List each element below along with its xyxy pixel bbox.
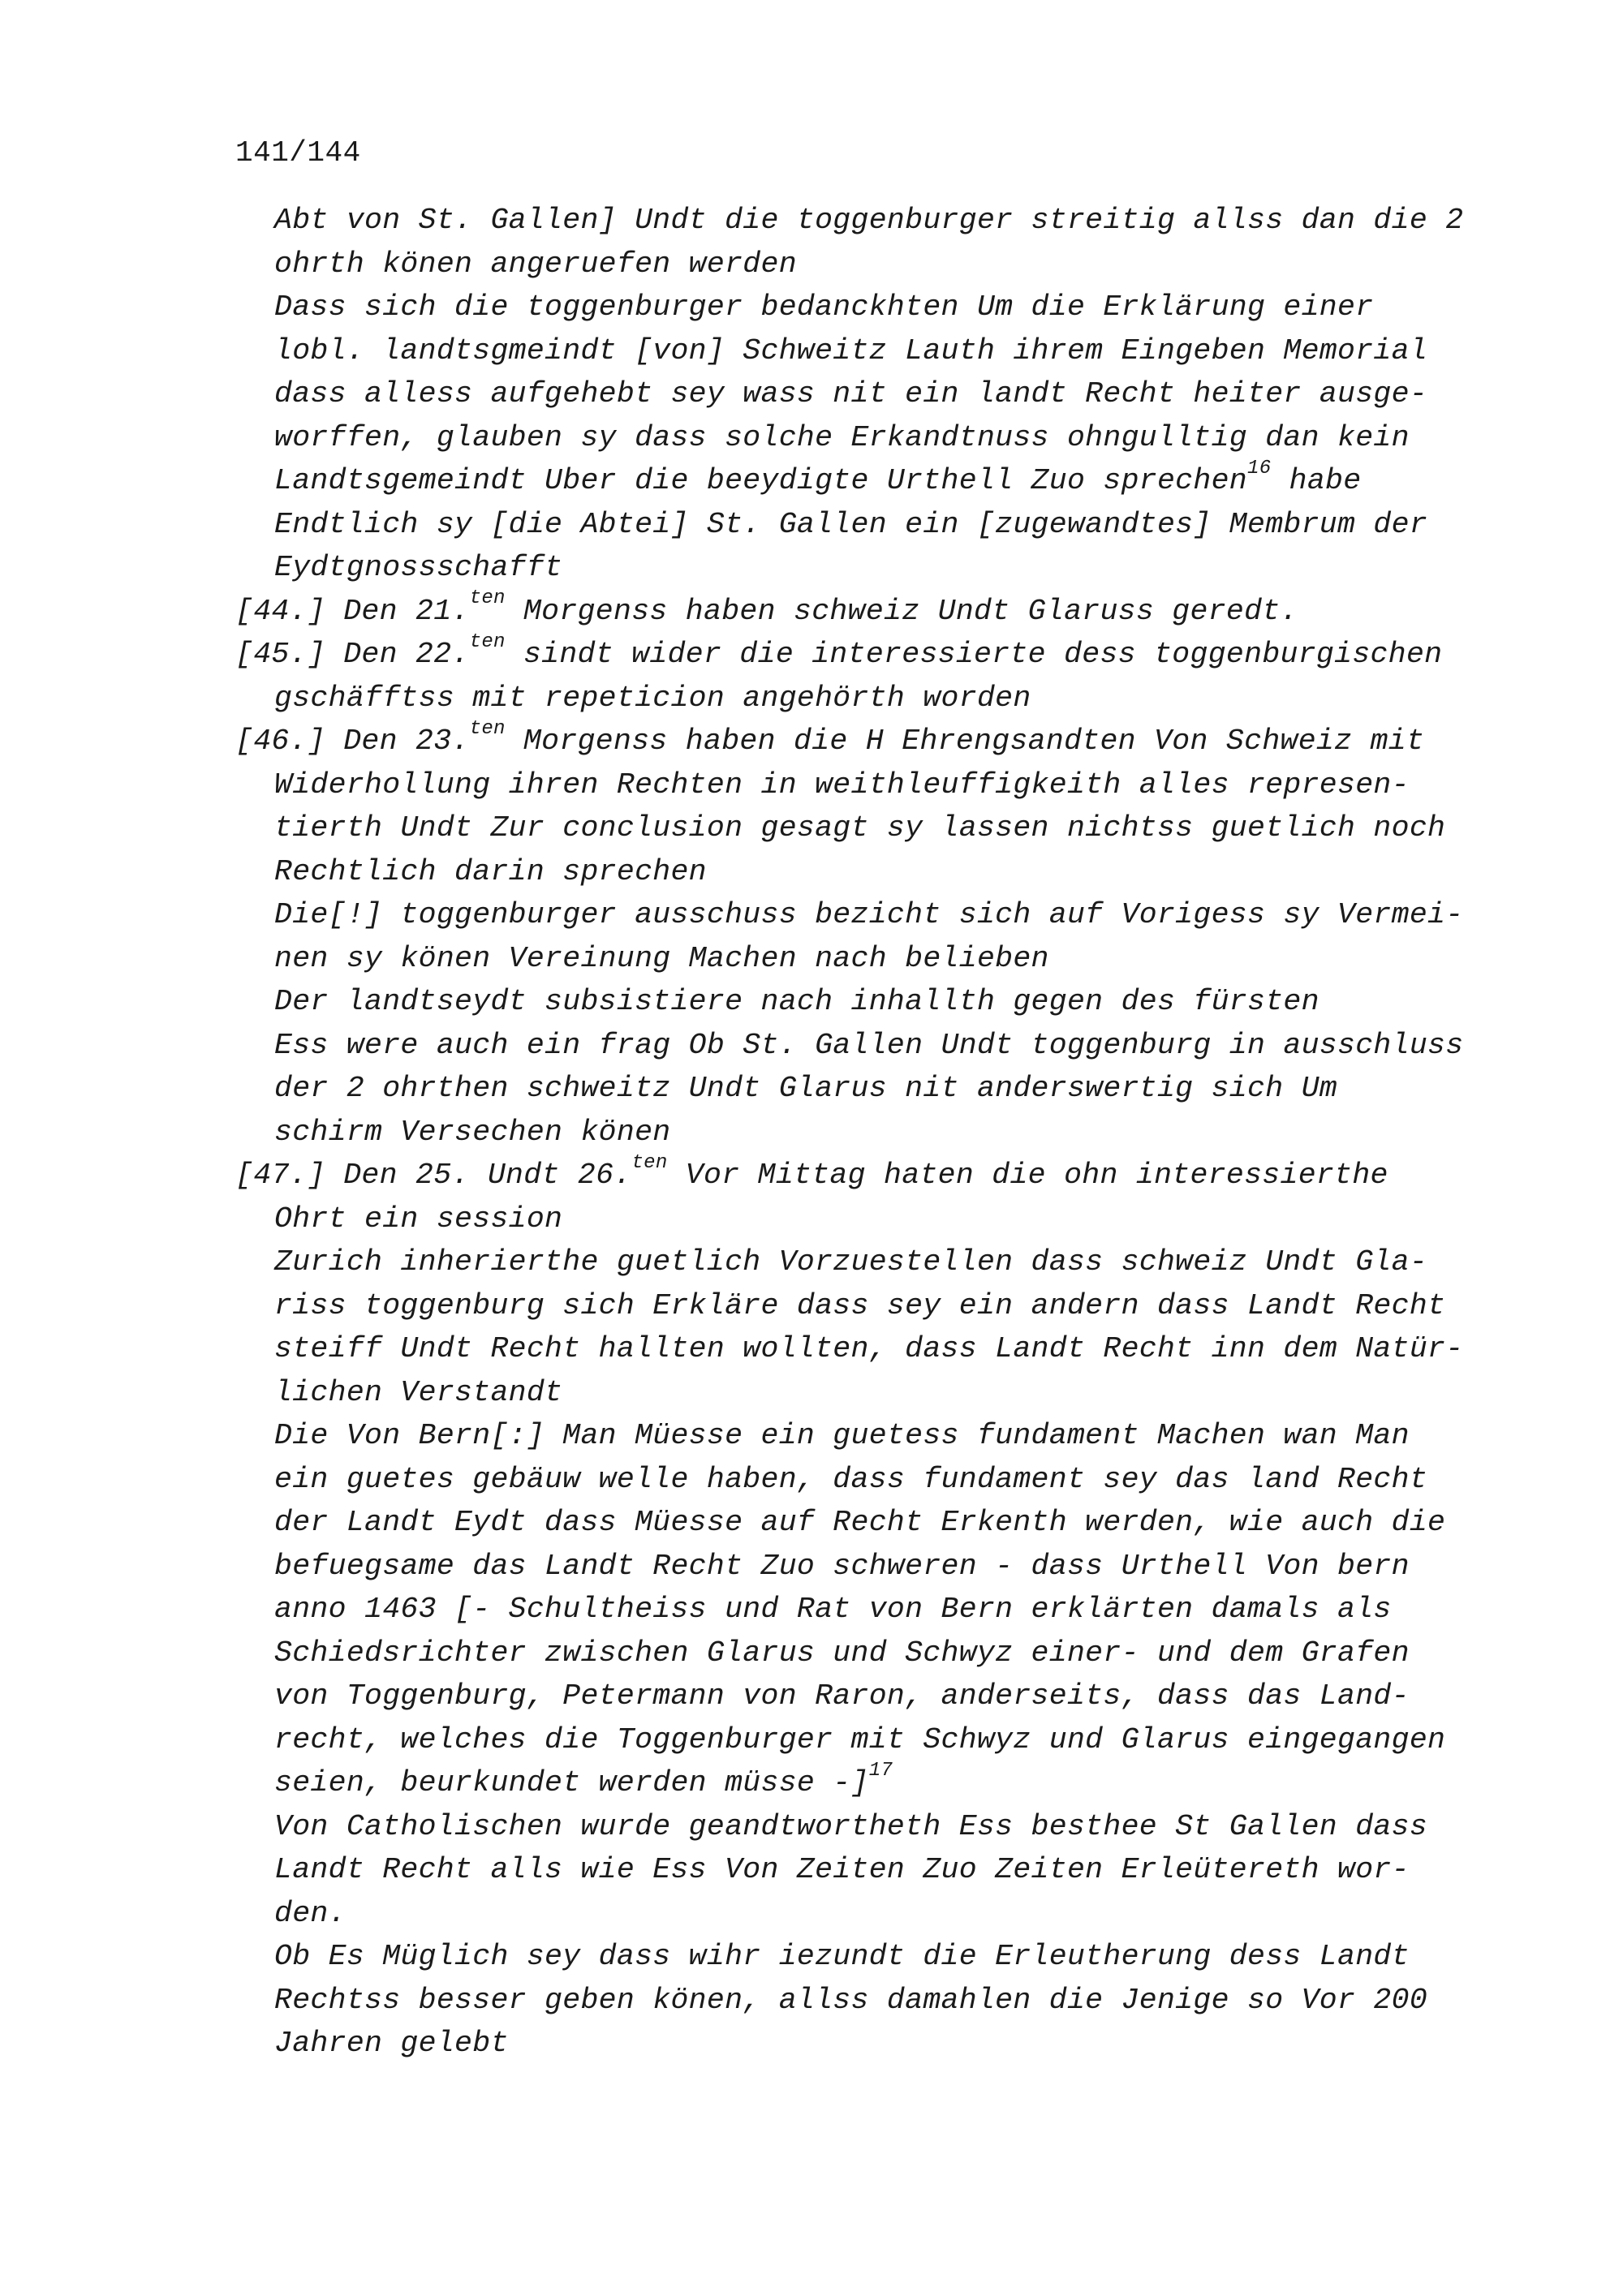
text-line xyxy=(235,1501,1493,1545)
text-line xyxy=(235,416,1493,460)
text-line xyxy=(235,1414,1493,1458)
text-line xyxy=(235,2022,1493,2066)
text-line xyxy=(235,630,1493,677)
line-text: anno 1463 [- Schultheiss und Rat von Bern erklärten damals als xyxy=(274,1593,1392,1626)
text-line xyxy=(235,1111,1493,1154)
text-line xyxy=(235,937,1493,981)
line-text: ohrth könen angeruefen werden xyxy=(274,247,797,281)
line-text: Rechtlich darin sprechen xyxy=(274,854,707,888)
text-line xyxy=(235,1979,1493,2023)
superscript: ten xyxy=(469,630,506,653)
line-text: Eydtgnossschafft xyxy=(274,551,563,584)
line-text: nen sy könen Vereinung Machen nach belieben xyxy=(274,941,1049,975)
line-text: [45.] Den 22. xyxy=(235,638,470,671)
text-line xyxy=(235,1675,1493,1718)
superscript: 17 xyxy=(868,1759,893,1782)
text-line xyxy=(235,1805,1493,1849)
superscript: ten xyxy=(469,587,506,610)
line-text: seien, beurkundet werden müsse -] xyxy=(274,1766,869,1799)
line-text: worffen, glauben sy dass solche Erkandtnuss ohngulltig dan kein xyxy=(274,420,1410,454)
line-text: Endtlich sy [die Abtei] St. Gallen ein [zugewandtes] Membrum der xyxy=(274,507,1428,541)
line-text: Abt von St. Gallen] Undt die toggenburger streitig allss dan die 2 xyxy=(274,204,1464,237)
text-line xyxy=(235,1848,1493,1892)
text-line xyxy=(235,1545,1493,1589)
text-line xyxy=(235,893,1493,937)
line-text: Rechtss besser geben könen, allss damahlen die Jenige so Vor 200 xyxy=(274,1983,1428,2017)
line-text: Landt Recht alls wie Ess Von Zeiten Zuo Zeiten Erleütereth wor- xyxy=(274,1853,1410,1886)
text-line xyxy=(235,199,1493,243)
text-line xyxy=(235,1327,1493,1371)
line-text: [44.] Den 21. xyxy=(235,594,470,628)
line-text: Ob Es Müglich sey dass wihr iezundt die Erleutherung dess Landt xyxy=(274,1940,1410,1973)
text-line xyxy=(235,1458,1493,1502)
superscript: ten xyxy=(631,1151,668,1174)
line-text: der 2 ohrthen schweitz Undt Glarus nit anderswertig sich Um xyxy=(274,1072,1338,1105)
text-line xyxy=(235,1240,1493,1284)
text-line xyxy=(235,980,1493,1024)
text-line xyxy=(235,1067,1493,1111)
line-text: Dass sich die toggenburger bedanckhten Um die Erklärung einer xyxy=(274,290,1374,324)
line-text: Widerhollung ihren Rechten in weithleuffigkeith alles represen- xyxy=(274,767,1410,802)
text-line xyxy=(235,1935,1493,1979)
text-line xyxy=(235,329,1493,373)
text-line xyxy=(235,763,1493,807)
superscript: ten xyxy=(469,717,506,740)
text-line xyxy=(235,372,1493,416)
text-line xyxy=(235,286,1493,329)
line-text: Ess were auch ein frag Ob St. Gallen Undt toggenburg in ausschluss xyxy=(274,1028,1464,1062)
line-text: [46.] Den 23. xyxy=(235,724,470,758)
text-line xyxy=(235,1024,1493,1068)
text-line xyxy=(235,546,1493,590)
text-line xyxy=(235,1588,1493,1632)
line-text: Ohrt ein session xyxy=(274,1202,563,1236)
text-line xyxy=(235,459,1493,503)
text-line xyxy=(235,1284,1493,1328)
line-text: von Toggenburg, Petermann von Raron, anderseits, dass das Land- xyxy=(274,1679,1410,1713)
line-text: ein guetes gebäuw welle haben, dass fundament sey das land Recht xyxy=(274,1462,1428,1496)
text-line xyxy=(235,1761,1493,1805)
line-text: schirm Versechen könen xyxy=(274,1115,671,1149)
line-text: lobl. landtsgmeindt [von] Schweitz Lauth ihrem Eingeben Memorial xyxy=(274,333,1428,368)
line-text: dass alless aufgehebt sey wass nit ein landt Recht heiter ausge- xyxy=(274,377,1428,411)
line-text-continued: Morgenss haben schweiz Undt Glaruss geredt. xyxy=(505,594,1298,628)
line-text: befuegsame das Landt Recht Zuo schweren - dass Urthell Von bern xyxy=(274,1549,1410,1583)
line-text: Der landtseydt subsistiere nach inhallth gegen des fürsten xyxy=(274,985,1319,1018)
line-text-continued: Morgenss haben die H Ehrengsandten Von Schweiz mit xyxy=(505,724,1425,758)
line-text: Zurich inherierthe guetlich Vorzuestellen dass schweiz Undt Gla- xyxy=(274,1245,1428,1279)
line-text: [47.] Den 25. Undt 26. xyxy=(235,1159,632,1192)
line-text: tierth Undt Zur conclusion gesagt sy lassen nichtss guetlich noch xyxy=(274,811,1446,845)
text-line xyxy=(235,1632,1493,1675)
superscript: 16 xyxy=(1247,457,1272,479)
line-text: Schiedsrichter zwischen Glarus und Schwyz einer- und dem Grafen xyxy=(274,1636,1410,1670)
text-line xyxy=(235,1371,1493,1415)
line-text: Die[!] toggenburger ausschuss bezicht sich auf Vorigess sy Vermei- xyxy=(274,898,1464,931)
line-text: Von Catholischen wurde geandtwortheth Ess besthee St Gallen dass xyxy=(274,1809,1428,1843)
line-text-continued: habe xyxy=(1271,464,1362,497)
text-line xyxy=(235,1197,1493,1241)
line-text: Landtsgemeindt Uber die beeydigte Urthell Zuo sprechen xyxy=(274,464,1247,497)
text-line xyxy=(235,1718,1493,1762)
line-text: lichen Verstandt xyxy=(274,1375,563,1409)
line-text: riss toggenburg sich Erkläre dass sey ein andern dass Landt Recht xyxy=(274,1288,1446,1322)
line-text: gschäfftss mit repeticion angehörth worden xyxy=(274,681,1031,715)
text-line xyxy=(235,1151,1493,1197)
line-text: steiff Undt Recht hallten wollten, dass Landt Recht inn dem Natür- xyxy=(274,1332,1464,1365)
text-line xyxy=(235,1892,1493,1936)
line-text-continued: Vor Mittag haten die ohn interessierthe xyxy=(667,1159,1388,1192)
text-line xyxy=(235,677,1493,720)
text-line xyxy=(235,587,1493,634)
text-line xyxy=(235,503,1493,547)
line-text: Die Von Bern[:] Man Müesse ein guetess fundament Machen wan Man xyxy=(274,1419,1410,1452)
line-text-continued: sindt wider die interessierte dess toggenburgischen xyxy=(505,638,1443,671)
page-number: 141/144 xyxy=(235,136,361,170)
line-text: der Landt Eydt dass Müesse auf Recht Erkenth werden, wie auch die xyxy=(274,1506,1446,1539)
line-text: Jahren gelebt xyxy=(274,2027,509,2060)
line-text: den. xyxy=(274,1896,347,1930)
text-line xyxy=(235,806,1493,850)
text-line xyxy=(235,850,1493,894)
line-text: recht, welches die Toggenburger mit Schwyz und Glarus eingegangen xyxy=(274,1722,1446,1756)
text-line xyxy=(235,243,1493,286)
text-line xyxy=(235,717,1493,763)
transcription-body xyxy=(235,199,1493,2066)
